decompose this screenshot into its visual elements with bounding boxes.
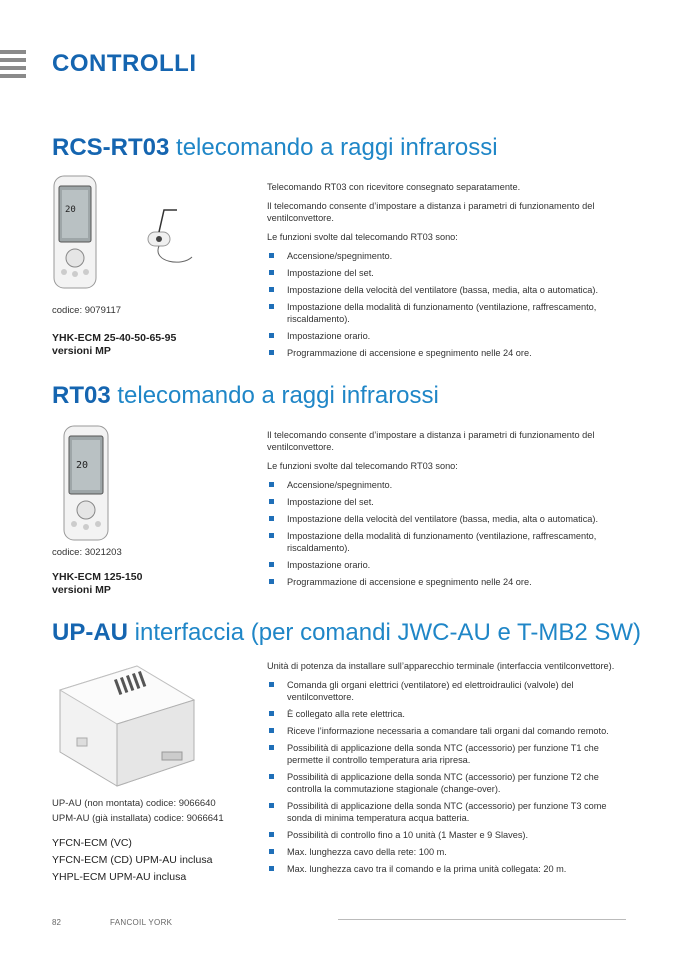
model-line: YHK-ECM 25-40-50-65-95 (52, 332, 177, 344)
paragraph: Telecomando RT03 con ricevitore consegnato separatamente. (267, 182, 521, 192)
paragraph: Unità di potenza da installare sull’apparecchio terminale (interfaccia ventilconvettore). (267, 661, 615, 671)
product-code: codice: 3021203 (52, 547, 122, 558)
page-number: 82 (52, 918, 61, 927)
product-codes (52, 796, 224, 826)
rcs-rt03-remote-image (52, 172, 202, 292)
list-item: Possibilità di applicazione della sonda NTC (accessorio) per funzione T3 come sonda di minima temperatura acqua batteria. (267, 800, 627, 824)
section-description (267, 429, 627, 593)
list-item: Possibilità di applicazione della sonda NTC (accessorio) per funzione T2 che controlla la commutazione stagionale (change-over). (267, 771, 627, 795)
list-item: È collegato alla rete elettrica. (267, 708, 627, 720)
section-title-up-au (52, 619, 641, 647)
section-title-light: interfaccia (per comandi JWC-AU e T-MB2 SW) (134, 619, 642, 646)
compatible-models (52, 571, 142, 597)
list-item: Impostazione della modalità di funzionamento (ventilazione, raffrescamento, riscaldamento). (267, 530, 627, 554)
section-title-bold: UP-AU (52, 619, 128, 646)
list-item: Impostazione del set. (267, 496, 627, 508)
section-title-light: telecomando a raggi infrarossi (176, 134, 498, 161)
section-title-rcs-rt03 (52, 134, 498, 162)
list-item: Possibilità di applicazione della sonda NTC (accessorio) per funzione T1 che permette il controllo temperatura aria ripresa. (267, 742, 627, 766)
list-item: Impostazione orario. (267, 559, 627, 571)
list-item: Impostazione della velocità del ventilatore (bassa, media, alta o automatica). (267, 284, 627, 296)
model-line: versioni MP (52, 584, 111, 596)
compatible-models (52, 332, 176, 358)
product-code: UPM-AU (già installata) codice: 9066641 (52, 813, 224, 824)
section-title-rt03 (52, 382, 439, 410)
svg-text:20: 20 (76, 460, 89, 471)
model-line: YFCN-ECM (VC) (52, 837, 132, 849)
feature-list (267, 679, 627, 875)
product-code: UP-AU (non montata) codice: 9066640 (52, 798, 216, 809)
list-item: Accensione/spegnimento. (267, 250, 627, 262)
section-title-bold: RCS-RT03 (52, 134, 170, 161)
list-item: Impostazione del set. (267, 267, 627, 279)
section-description (267, 660, 627, 880)
feature-list (267, 250, 627, 359)
feature-list (267, 479, 627, 588)
footer-divider (338, 919, 626, 920)
model-line: YHK-ECM 125-150 (52, 571, 143, 583)
page-title: CONTROLLI (52, 50, 197, 77)
list-item: Possibilità di controllo fino a 10 unità (1 Master e 9 Slaves). (267, 829, 627, 841)
paragraph: Le funzioni svolte dal telecomando RT03 sono: (267, 232, 458, 242)
list-item: Max. lunghezza cavo della rete: 100 m. (267, 846, 627, 858)
list-item: Impostazione orario. (267, 330, 627, 342)
list-item: Accensione/spegnimento. (267, 479, 627, 491)
list-item: Riceve l’informazione necessaria a comandare tali organi dal comando remoto. (267, 725, 627, 737)
list-item: Programmazione di accensione e spegnimento nelle 24 ore. (267, 347, 627, 359)
svg-text:20: 20 (65, 205, 76, 215)
section-title-light: telecomando a raggi infrarossi (117, 382, 439, 409)
list-item: Impostazione della modalità di funzionamento (ventilazione, raffrescamento, riscaldamento). (267, 301, 627, 325)
section-title-bold: RT03 (52, 382, 111, 409)
model-line: YFCN-ECM (CD) UPM-AU inclusa (52, 854, 213, 866)
product-code: codice: 9079117 (52, 305, 122, 316)
list-item: Impostazione della velocità del ventilatore (bassa, media, alta o automatica). (267, 513, 627, 525)
footer-brand: FANCOIL YORK (110, 918, 173, 927)
model-line: YHPL-ECM UPM-AU inclusa (52, 871, 187, 883)
paragraph: Il telecomando consente d’impostare a distanza i parametri di funzionamento del ventilconvettore. (267, 201, 595, 223)
list-item: Max. lunghezza cavo tra il comando e la prima unità collegata: 20 m. (267, 863, 627, 875)
rt03-remote-image (62, 424, 112, 544)
menu-icon (0, 50, 26, 84)
up-au-interface-image (52, 660, 202, 790)
compatible-models (52, 835, 212, 886)
list-item: Comanda gli organi elettrici (ventilatore) ed elettroidraulici (valvole) del ventilconvettore. (267, 679, 627, 703)
list-item: Programmazione di accensione e spegnimento nelle 24 ore. (267, 576, 627, 588)
paragraph: Le funzioni svolte dal telecomando RT03 sono: (267, 461, 458, 471)
paragraph: Il telecomando consente d’impostare a distanza i parametri di funzionamento del ventilconvettore. (267, 430, 595, 452)
model-line: versioni MP (52, 345, 111, 357)
section-description (267, 181, 627, 364)
